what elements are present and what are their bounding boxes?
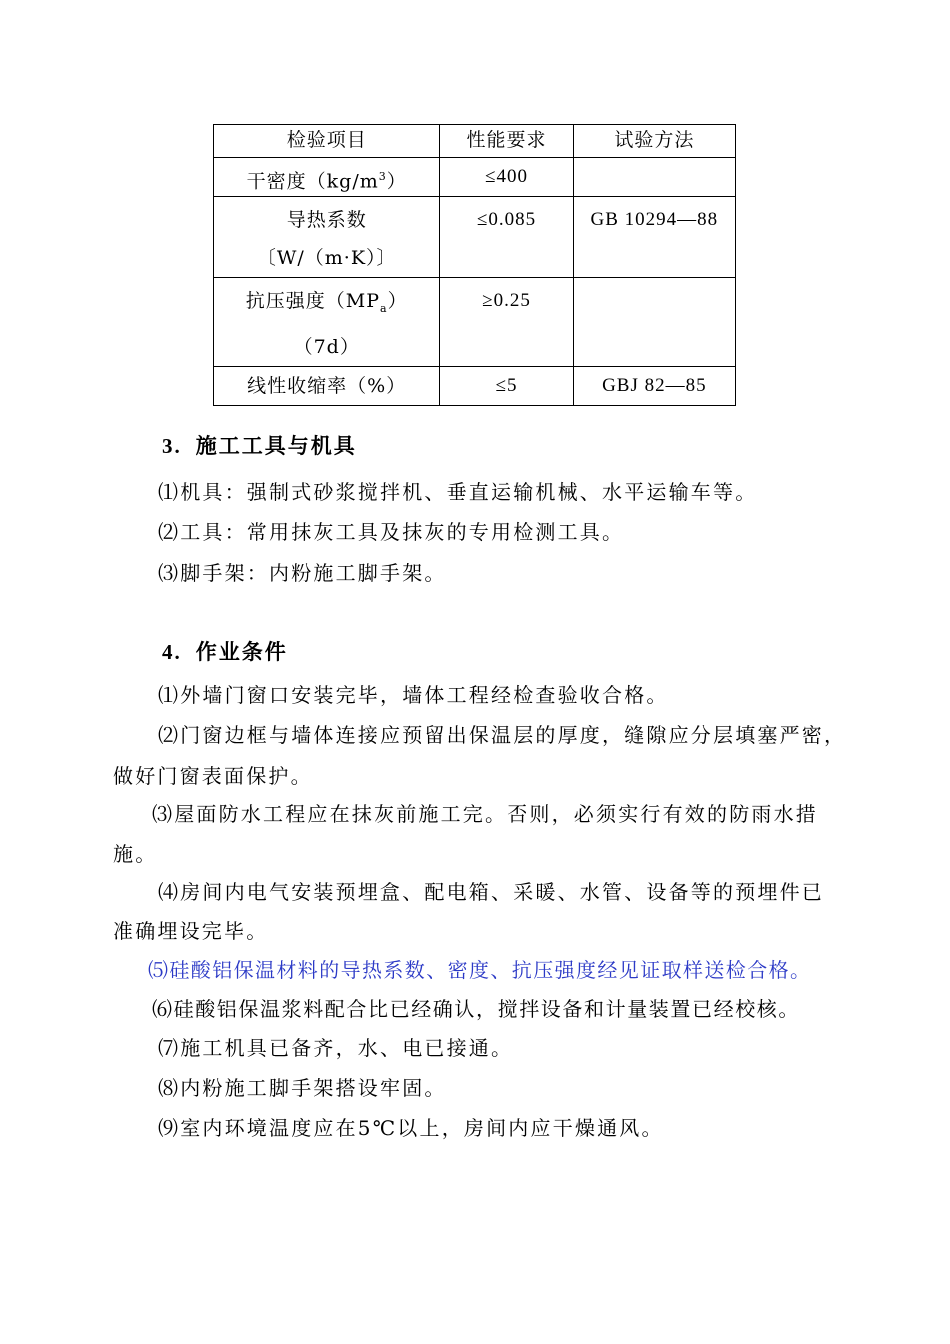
cell-requirement: ≤5: [440, 367, 573, 406]
list-item: ⑺施工机具已备齐，水、电已接通。: [158, 1036, 514, 1060]
cell-item: 导热系数 〔W/（m·K）〕: [214, 197, 440, 278]
table-header-row: [214, 125, 736, 158]
cell-item: 干密度$(kg/m^3)$: [214, 158, 440, 197]
list-item: ⑵工具：常用抹灰工具及抹灰的专用检测工具。: [158, 520, 625, 544]
list-item: ⑶屋面防水工程应在抹灰前施工完。否则，必须实行有效的防雨水措: [152, 802, 818, 826]
list-item: ⑴机具：强制式砂浆搅拌机、垂直运输机械、水平运输车等。: [158, 480, 758, 504]
table-row: [214, 278, 736, 367]
list-item-continuation: 准确埋设完毕。: [113, 919, 269, 943]
list-item: ⑵门窗边框与墙体连接应预留出保温层的厚度，缝隙应分层填塞严密，: [158, 723, 847, 747]
header-requirement: 性能要求: [440, 125, 573, 158]
table-row: [214, 158, 736, 197]
list-item: ⑼室内环境温度应在5℃以上，房间内应干燥通风。: [158, 1116, 664, 1140]
cell-method: [573, 278, 735, 367]
cell-requirement: ≤400: [440, 158, 573, 197]
cell-method: GBJ 82—85: [573, 367, 735, 406]
section-4-heading: 4. 作业条件: [162, 639, 288, 664]
cell-item: 线性收缩率（%）: [214, 367, 440, 406]
list-item-continuation: 施。: [113, 842, 158, 866]
header-item: 检验项目: [214, 125, 440, 158]
cell-requirement: ≥0.25: [440, 278, 573, 367]
list-item: ⑻内粉施工脚手架搭设牢固。: [158, 1076, 447, 1100]
list-item: ⑹硅酸铝保温浆料配合比已经确认，搅拌设备和计量装置已经校核。: [152, 997, 800, 1021]
list-item-continuation: 做好门窗表面保护。: [113, 764, 313, 788]
list-item: ⑶脚手架：内粉施工脚手架。: [158, 561, 447, 585]
section-3-heading: 3. 施工工具与机具: [162, 433, 357, 458]
cell-method: [573, 158, 735, 197]
cell-method: GB 10294—88: [573, 197, 735, 278]
highlighted-list-item: ⑸硅酸铝保温材料的导热系数、密度、抗压强度经见证取样送检合格。: [148, 958, 812, 982]
cell-item: 抗压强度$(MP_a)$ （7d）: [214, 278, 440, 367]
table-row: [214, 197, 736, 278]
header-method: 试验方法: [573, 125, 735, 158]
table-row: [214, 367, 736, 406]
list-item: ⑴外墙门窗口安装完毕，墙体工程经检查验收合格。: [158, 683, 669, 707]
cell-requirement: ≤0.085: [440, 197, 573, 278]
list-item: ⑷房间内电气安装预埋盒、配电箱、采暖、水管、设备等的预埋件已: [158, 880, 824, 904]
spec-table: [213, 124, 736, 406]
